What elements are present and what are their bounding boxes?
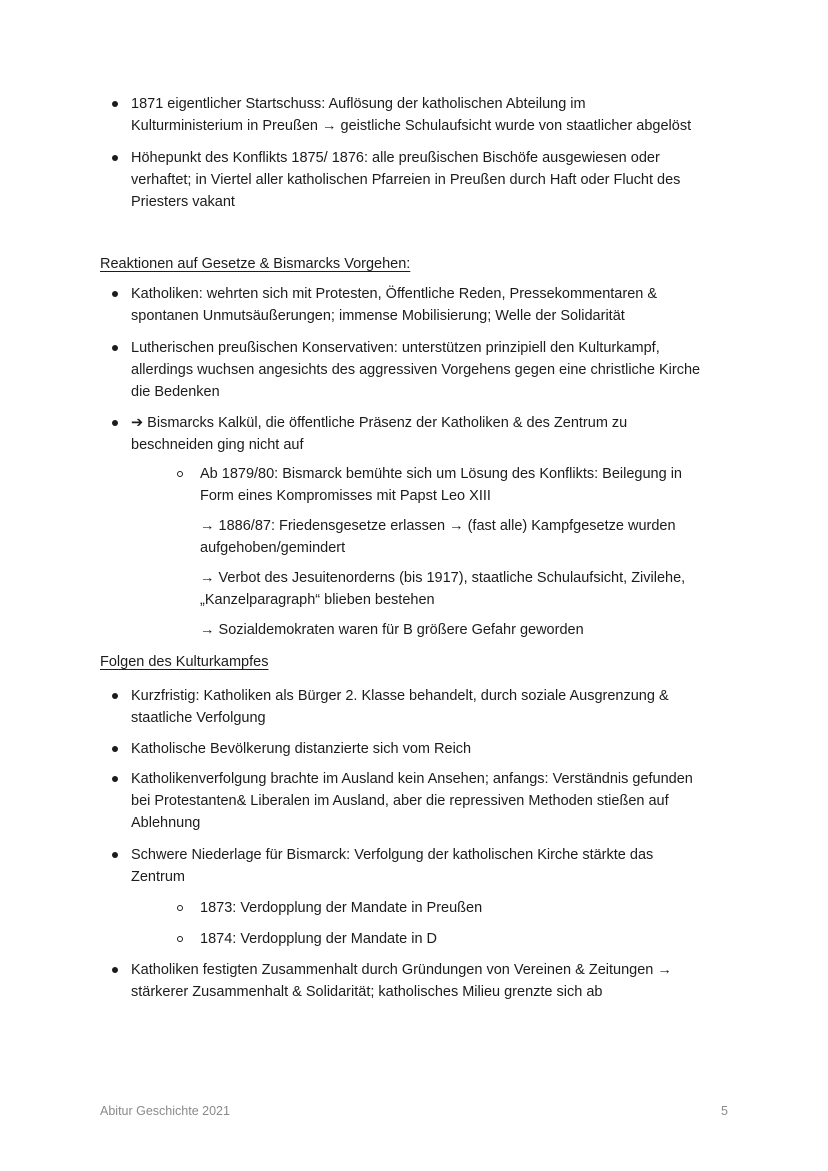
body-text-line: stärkerer Zusammenhalt & Solidarität; katholisches Milieu grenzte sich ab	[131, 984, 603, 1000]
body-text-line: die Bedenken	[131, 384, 220, 400]
bullet-marker	[112, 852, 118, 858]
bullet-marker	[112, 967, 118, 973]
bullet-marker	[112, 420, 118, 426]
body-text-line: bei Protestanten& Liberalen im Ausland, aber die repressiven Methoden stießen auf	[131, 793, 669, 809]
body-text-line: Kulturministerium in Preußen → geistliche Schulaufsicht wurde von staatlicher abgelöst	[131, 118, 692, 134]
body-text-line: Ablehnung	[131, 815, 201, 831]
body-text-line: allerdings wuchsen angesichts des aggressiven Vorgehens gegen eine christliche Kirche	[131, 362, 701, 378]
bullet-marker	[112, 693, 118, 699]
body-text-line: Katholiken festigten Zusammenhalt durch Gründungen von Vereinen & Zeitungen →	[131, 962, 672, 978]
body-text-line: Katholiken: wehrten sich mit Protesten, Öffentliche Reden, Pressekommentaren &	[131, 286, 658, 302]
body-text-line: Schwere Niederlage für Bismarck: Verfolgung der katholischen Kirche stärkte das	[131, 847, 654, 863]
body-text-line: Katholikenverfolgung brachte im Ausland kein Ansehen; anfangs: Verständnis gefunden	[131, 771, 693, 787]
bullet-marker	[112, 291, 118, 297]
body-text-line: aufgehoben/gemindert	[200, 540, 346, 556]
body-text-line: beschneiden ging nicht auf	[131, 437, 304, 453]
body-text-line: 1873: Verdopplung der Mandate in Preußen	[200, 900, 483, 916]
sub-bullet-marker	[177, 905, 183, 911]
bullet-marker	[112, 155, 118, 161]
body-text-line: → Verbot des Jesuitenorderns (bis 1917), staatliche Schulaufsicht, Zivilehe,	[200, 570, 686, 586]
bullet-marker	[112, 776, 118, 782]
body-text-line: → Sozialdemokraten waren für B größere Gefahr geworden	[200, 622, 584, 638]
body-text-line: ➔ Bismarcks Kalkül, die öffentliche Präsenz der Katholiken & des Zentrum zu	[131, 415, 628, 431]
body-text-line: verhaftet; in Viertel aller katholischen Pfarreien in Preußen durch Haft oder Flucht des	[131, 172, 681, 188]
body-text-line: Katholische Bevölkerung distanzierte sich vom Reich	[131, 741, 472, 757]
page-number: 5	[721, 1104, 728, 1118]
body-text-line: 1871 eigentlicher Startschuss: Auflösung der katholischen Abteilung im	[131, 96, 586, 112]
body-text-line: Höhepunkt des Konflikts 1875/ 1876: alle preußischen Bischöfe ausgewiesen oder	[131, 150, 660, 166]
body-text-line: spontanen Unmutsäußerungen; immense Mobilisierung; Welle der Solidarität	[131, 308, 625, 324]
bullet-marker	[112, 101, 118, 107]
body-text-line: „Kanzelparagraph“ blieben bestehen	[200, 592, 435, 608]
section-heading: Folgen des Kulturkampfes	[100, 654, 269, 670]
body-text-line: 1874: Verdopplung der Mandate in D	[200, 931, 438, 947]
sub-bullet-marker	[177, 936, 183, 942]
section-heading: Reaktionen auf Gesetze & Bismarcks Vorgehen:	[100, 256, 411, 272]
bullet-marker	[112, 345, 118, 351]
body-text-line: → 1886/87: Friedensgesetze erlassen → (fast alle) Kampfgesetze wurden	[200, 518, 676, 534]
body-text-line: Ab 1879/80: Bismarck bemühte sich um Lösung des Konflikts: Beilegung in	[200, 466, 682, 482]
body-text-line: Form eines Kompromisses mit Papst Leo XIII	[200, 488, 491, 504]
body-text-line: Zentrum	[131, 869, 185, 885]
body-text-line: Lutherischen preußischen Konservativen: unterstützen prinzipiell den Kulturkampf,	[131, 340, 660, 356]
footer-title: Abitur Geschichte 2021	[100, 1104, 230, 1118]
bullet-marker	[112, 746, 118, 752]
body-text-line: Priesters vakant	[131, 194, 235, 210]
body-text-line: staatliche Verfolgung	[131, 710, 266, 726]
sub-bullet-marker	[177, 471, 183, 477]
body-text-line: Kurzfristig: Katholiken als Bürger 2. Klasse behandelt, durch soziale Ausgrenzung &	[131, 688, 669, 704]
